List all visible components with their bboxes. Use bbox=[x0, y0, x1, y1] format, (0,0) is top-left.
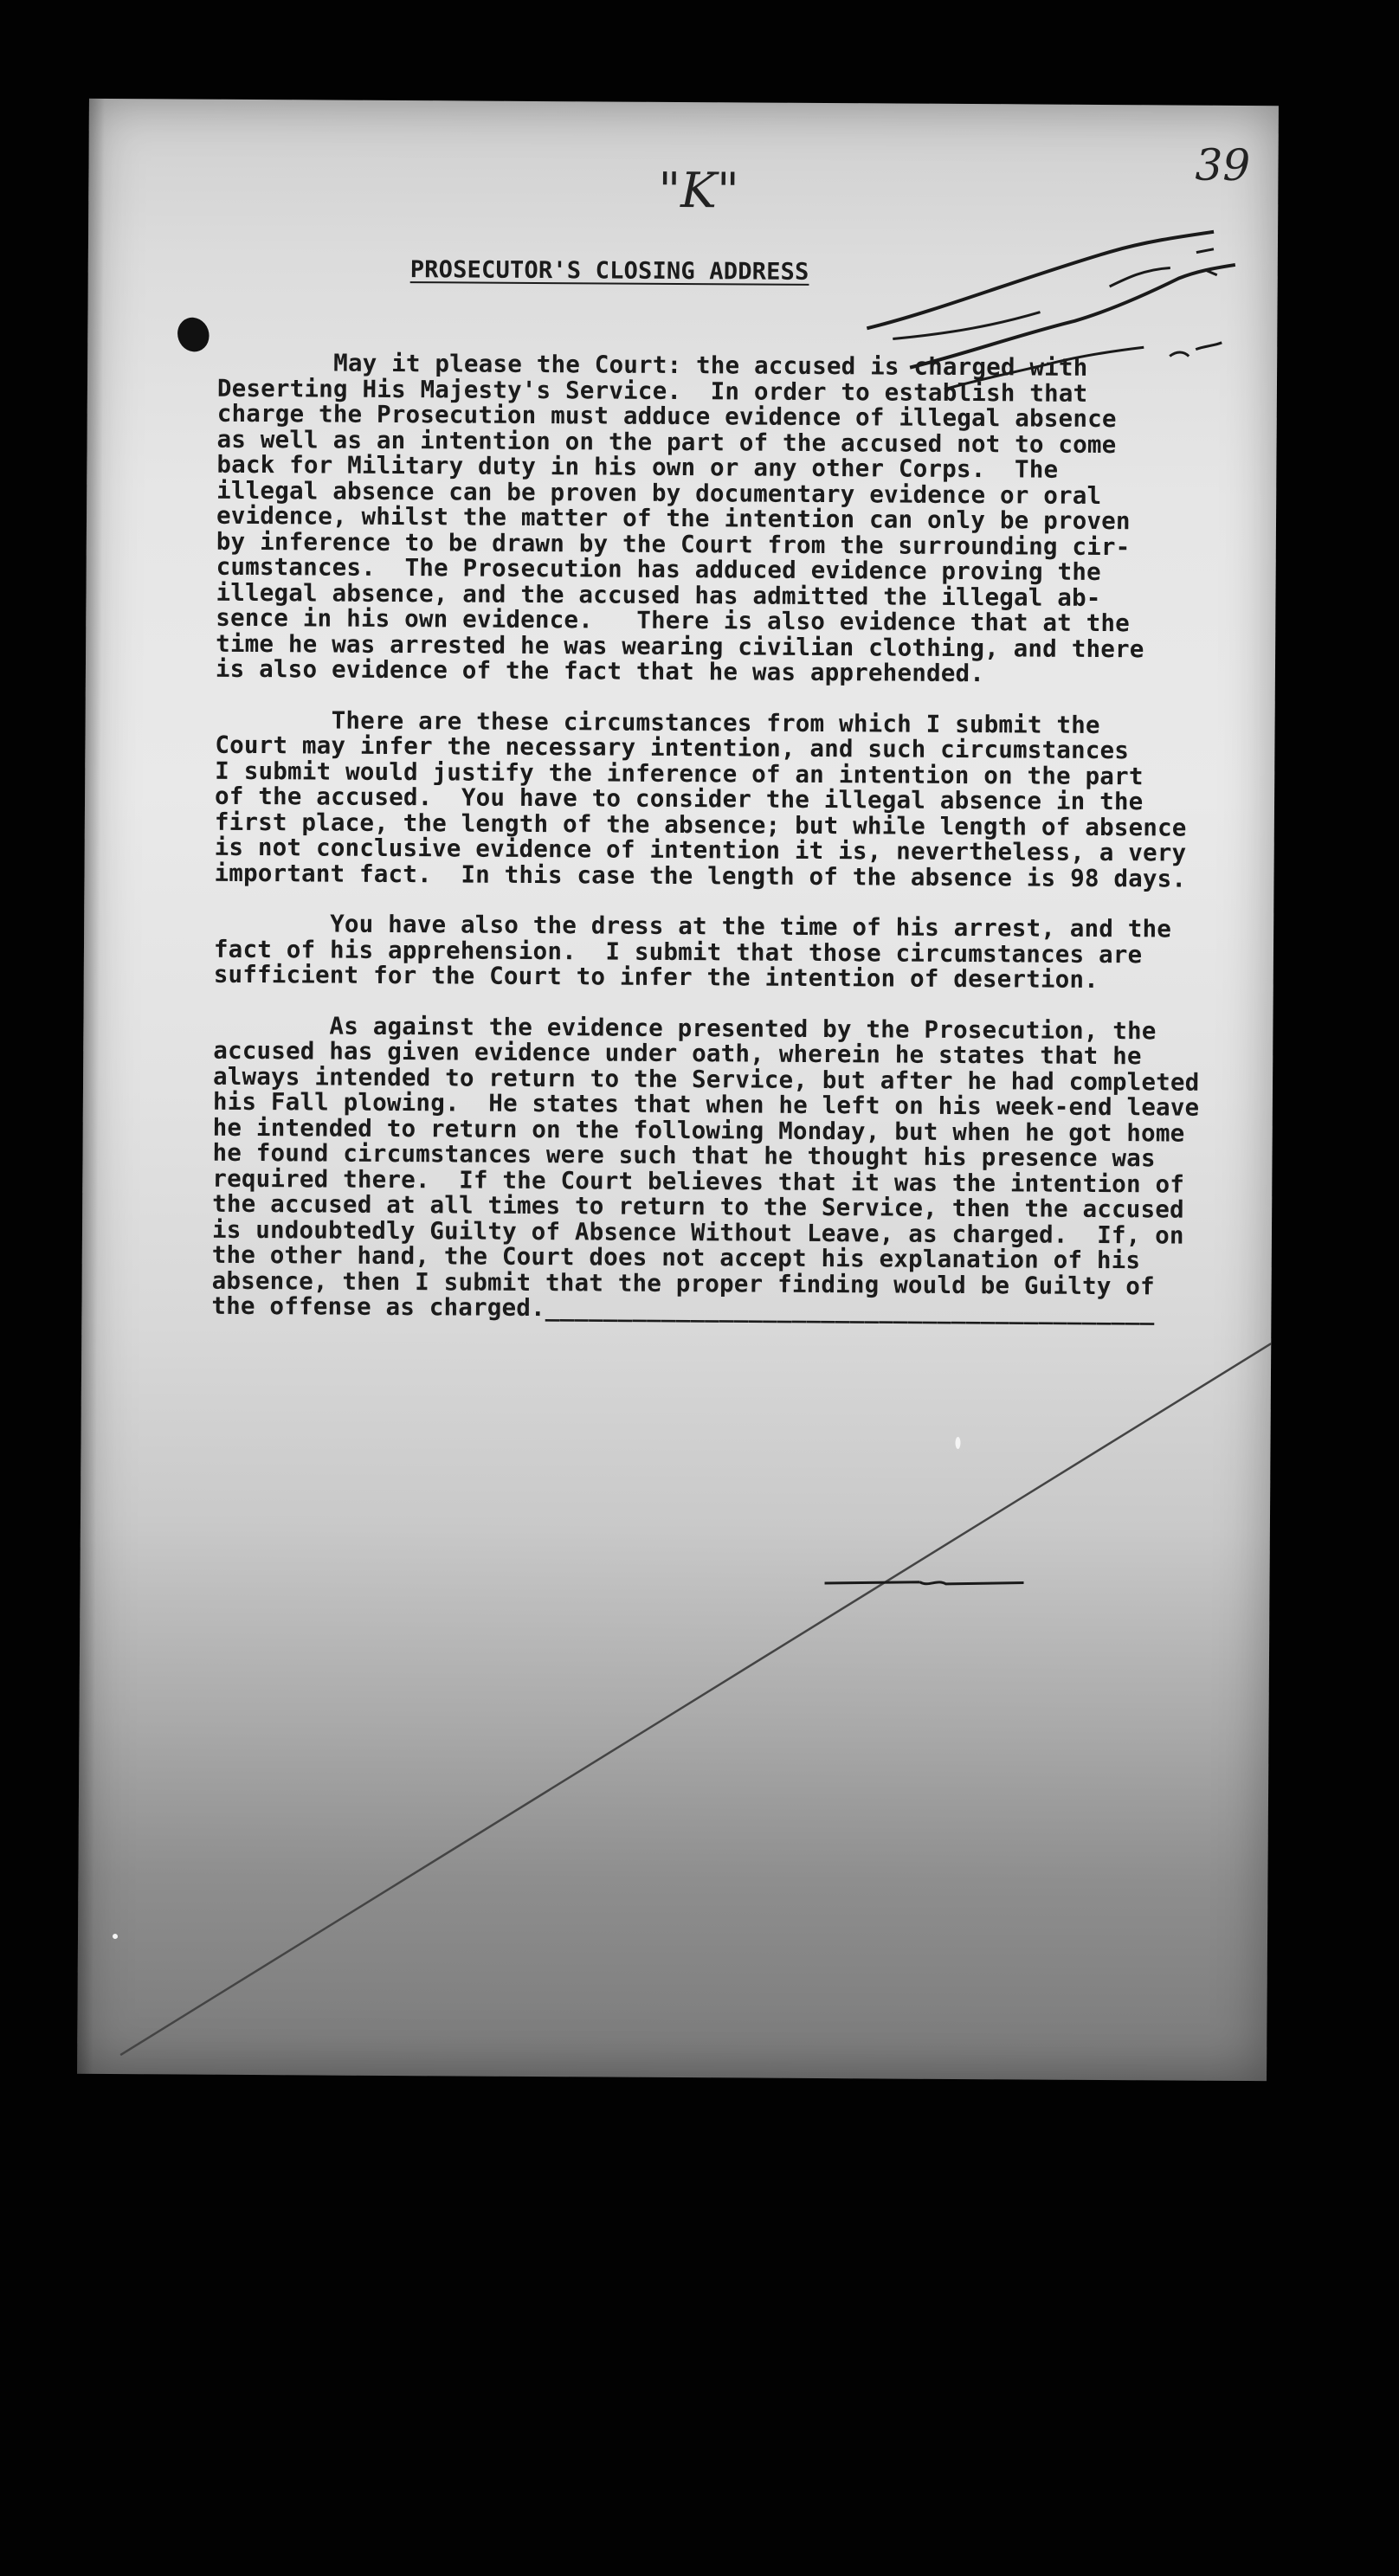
page-number: 39 bbox=[1195, 139, 1251, 191]
document-page bbox=[77, 99, 1279, 2081]
diagonal-strike-line bbox=[77, 99, 1279, 2081]
page-letter-mark: "K" bbox=[658, 162, 739, 220]
paragraph-3: You have also the dress at the time of his arrest, and the fact of his apprehension. I submit that those circumstances are sufficient for the Court to infer the intention of desertion. bbox=[213, 909, 1172, 994]
paragraph-1: May it please the Court: the accused is charged with Deserting His Majesty's Service. In order to establish that charge the Prosecution must adduce evidence of illegal absence as well as an intention on the part of the accused not to come back for Military duty in his own or any other Corps. The illegal absence can be proven by documentary evidence or oral evidence, whilst the matter of the intention can only be proven by inference to be drawn by the Court from the surrounding cir- cumstances. The Prosecution has adduced evidence proving the illegal absence, and the accused has admitted the illegal ab- sence in his own evidence. There is also evidence that at the time he was arrested he was wearing civilian clothing, and there is also evidence of the fact that he was apprehended. bbox=[215, 348, 1144, 688]
film-speck bbox=[113, 1934, 118, 1939]
end-mark-scribble bbox=[824, 1576, 1023, 1594]
document-title: PROSECUTOR'S CLOSING ADDRESS bbox=[409, 256, 809, 286]
paragraph-4: As against the evidence presented by the Prosecution, the accused has given evidence under oath, wherein he states that he always intended to return to the Service, but after he had completed his Fall plowing. He states that when he left on his week-end leave he intended to return on the following Monday, but when he got home he found circumstances were such that he thought his presence was required there. If the Court believes that it was the intention of the accused at all times to return to the Service, then the accused is undoubtedly Guilty of Absence Without Leave, as charged. If, on the other hand, the Court does not accept his explanation of his absence, then I submit that the proper finding would be Guilty of the offense as charged.__________________________________________ bbox=[211, 1011, 1200, 1326]
paragraph-2: There are these circumstances from which I submit the Court may infer the necessary intention, and such circumstances I submit would justify the inference of an intention on the part of the accused. You have to consider the illegal absence in the first place, the length of the absence; but while length of absence is not conclusive evidence of intention it is, nevertheless, a very important fact. In this case the length of the absence is 98 days. bbox=[214, 705, 1187, 893]
